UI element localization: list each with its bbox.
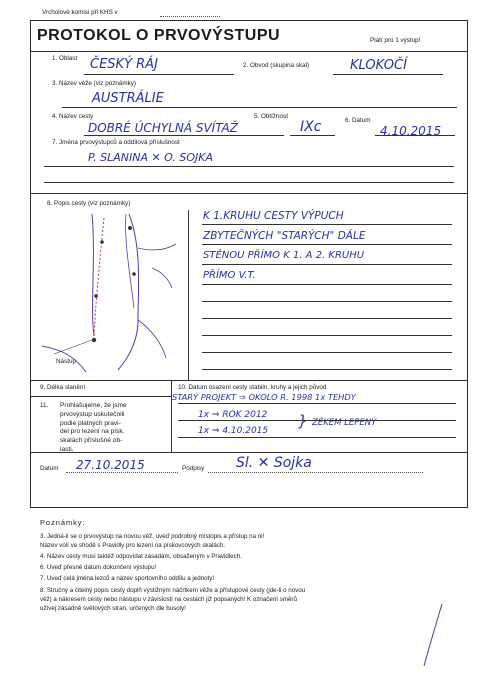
declaration-line-3: podle platných pravi- bbox=[60, 419, 121, 427]
field-3-line bbox=[62, 107, 457, 108]
field-6-line bbox=[375, 135, 455, 136]
field-2-label: 2. Obvod (skupina skal) bbox=[243, 62, 310, 69]
desc-rule-2 bbox=[202, 244, 452, 245]
field-5-line bbox=[290, 135, 335, 136]
desc-rule-6 bbox=[202, 318, 452, 319]
f10-rule-3 bbox=[178, 437, 456, 438]
field-2-line bbox=[333, 74, 443, 75]
field-10-label: 10. Datum osazení cesty stabiln. kruhy a jejich původ bbox=[178, 384, 327, 391]
field-4-label: 4. Název cesty bbox=[52, 113, 94, 120]
note-3-b: Název volí ve shodě s Pravidly pro lezení na pískovcových skalách. bbox=[40, 542, 226, 549]
note-8-b: věž) a nákresem cesty nebo nástupu v závislosti na cestách již popsaných! K označení směrů bbox=[40, 596, 297, 603]
title-divider bbox=[31, 51, 467, 52]
field-9-line bbox=[31, 396, 171, 397]
field-2-value: KLOKOČÍ bbox=[350, 58, 407, 73]
copy-note: Platí pro 1 výstup! bbox=[370, 37, 421, 44]
f10-rule-2 bbox=[178, 420, 456, 421]
field-11-declaration bbox=[60, 402, 127, 455]
field-7-label: 7. Jména prvovýstupců a oddílová příslušnost bbox=[52, 139, 180, 146]
declaration-line-1: Prohlašujeme, že jsme bbox=[60, 402, 127, 409]
field-5-value: IXc bbox=[300, 119, 322, 135]
field-3-value: AUSTRÁLIE bbox=[92, 91, 164, 106]
field-1-value: ČESKÝ RÁJ bbox=[90, 57, 158, 72]
field-3-label: 3. Název věže (viz poznámky) bbox=[52, 80, 136, 87]
field-1-line bbox=[84, 74, 234, 75]
sketch-divider bbox=[188, 210, 189, 380]
route-sketch bbox=[34, 208, 188, 380]
pen-stroke-mark bbox=[418, 600, 448, 670]
signature-value: Sl. ✕ Sojka bbox=[236, 455, 312, 471]
declaration-line-6: lasti. bbox=[60, 445, 74, 453]
note-8-a: 8. Stručný a čitelný popis cesty doplň výstižným náčrtkem věže a přístupové cesty (jde-li o novou bbox=[40, 587, 306, 594]
signature-label: Podpisy bbox=[182, 465, 205, 472]
declaration-line-4: del pro lezení na písk. bbox=[60, 428, 125, 436]
field-1-label: 1. Oblast bbox=[52, 55, 78, 62]
desc-rule-9 bbox=[202, 369, 452, 370]
declaration-line-5: skalách příslušné ob- bbox=[60, 437, 123, 445]
field-8-label: 8. Popis cesty (viz poznámky) bbox=[47, 200, 131, 207]
desc-rule-7 bbox=[202, 335, 452, 336]
top-note-dotted-line bbox=[160, 16, 220, 17]
description-line-1: K 1.KRUHU CESTY VÝPUCH bbox=[203, 210, 344, 222]
desc-rule-3 bbox=[202, 264, 452, 265]
note-7: 7. Uveď celá jména lezců a název sportovního oddílu a jednoty! bbox=[40, 575, 215, 582]
desc-rule-4 bbox=[202, 284, 452, 285]
f10-rule-1 bbox=[178, 403, 456, 404]
top-note: Vrcholové komisi při KHS v bbox=[42, 9, 118, 16]
desc-rule-1 bbox=[202, 224, 452, 225]
note-6: 6. Uveď přesné datum dokončení výstupu! bbox=[40, 564, 157, 571]
field-10-line-2: 1x ⇒ ROK 2012 bbox=[198, 410, 268, 420]
field-4-value: DOBRÉ ÚCHYLNÁ SVÍTAŽ bbox=[88, 121, 238, 135]
field-11-number: 11. bbox=[40, 402, 49, 409]
date-value: 27.10.2015 bbox=[76, 458, 145, 472]
field-10-line-1: STARÝ PROJEKT ⇒ OKOLO R. 1998 1x TEHDY bbox=[172, 392, 356, 402]
desc-rule-8 bbox=[202, 352, 452, 353]
section-divider-7-8 bbox=[31, 193, 467, 194]
date-dotted-line bbox=[66, 472, 178, 473]
note-8-c: užívej zásadně světových stran, určených dle busoly! bbox=[40, 605, 186, 612]
note-3-a: 3. Jedná-li se o prvovýstup na novou věž, uveď podrobný místopis a přístup na ni! bbox=[40, 533, 265, 540]
field-7-line-1 bbox=[44, 166, 454, 167]
field-9-label: 9. Délka slanění bbox=[40, 384, 86, 391]
section-divider-8-9 bbox=[31, 380, 467, 381]
signature-dotted-line bbox=[208, 472, 423, 473]
description-line-4: PŘÍMO V.T. bbox=[203, 270, 256, 281]
field-10-line-3: 1x ⇒ 4.10.2015 bbox=[198, 426, 269, 436]
field-7-line-2 bbox=[44, 182, 454, 183]
desc-rule-5 bbox=[202, 301, 452, 302]
sketch-start-label: Nástup bbox=[56, 358, 76, 365]
field-6-label: 6. Datum bbox=[345, 117, 371, 124]
date-label: Datum bbox=[40, 465, 59, 472]
declaration-line-2: prvovýstup uskutečnili bbox=[60, 410, 125, 418]
description-line-3: STĚNOU PŘÍMO K 1. A 2. KRUHU bbox=[203, 250, 365, 261]
field-7-value: P. SLANINA ✕ O. SOJKA bbox=[88, 151, 214, 164]
notes-title: Poznámky: bbox=[40, 518, 86, 527]
description-line-2: ZBYTEČNÝCH "STARÝCH" DÁLE bbox=[203, 230, 366, 242]
field-10-brace: } bbox=[298, 412, 308, 430]
note-4: 4. Název cesty musí taktéž odpovídat zásadám, obsaženým v Pravidlech. bbox=[40, 553, 242, 560]
field-10-brace-text: ZÉKEM LEPENÝ bbox=[312, 418, 377, 428]
form-title: PROTOKOL O PRVOVÝSTUPU bbox=[37, 27, 281, 44]
field-4-line bbox=[84, 135, 284, 136]
field-6-value: 4.10.2015 bbox=[380, 124, 442, 138]
field-5-label: 5. Obtížnost bbox=[254, 113, 288, 120]
